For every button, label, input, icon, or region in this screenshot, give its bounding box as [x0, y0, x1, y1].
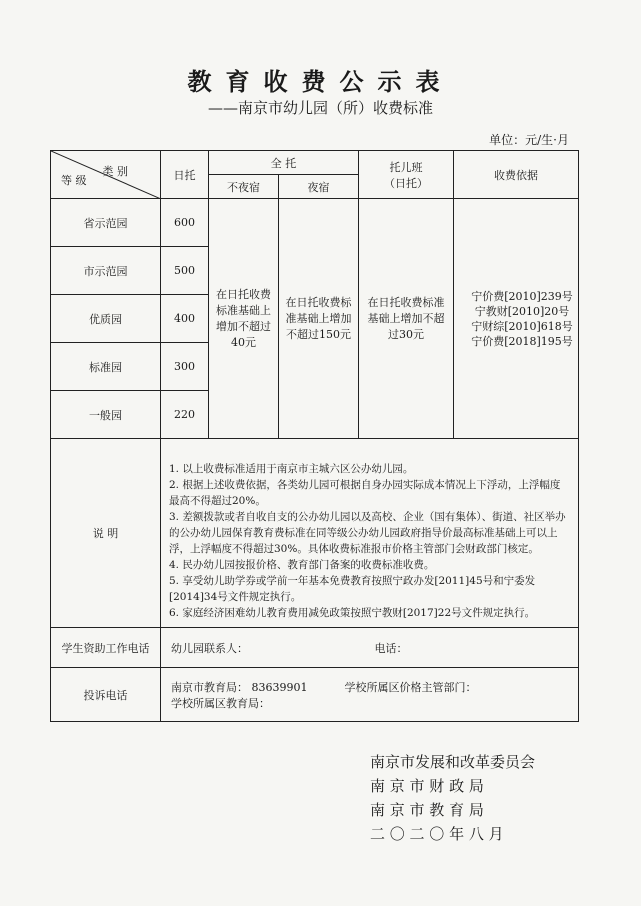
- grade-cell: 市示范园: [51, 247, 161, 295]
- aid-phone: 电话：: [374, 641, 408, 655]
- fulltime-no-boarding-fee: 在日托收费标准基础上增加不超过40元: [209, 199, 279, 439]
- nursery-fee: 在日托收费标准基础上增加不超过30元: [359, 199, 454, 439]
- org-line: 南京市发展和改革委员会: [370, 753, 536, 771]
- unit-label: 单位：元/生·月: [489, 133, 569, 147]
- org-line: 南 京 市 财 政 局: [370, 777, 484, 795]
- complaint-bureau: 南京市教育局： 83639901: [171, 680, 308, 694]
- grade-cell: 标准园: [51, 343, 161, 391]
- header-basis: 收费依据: [454, 151, 579, 199]
- notes-label: 说 明: [51, 439, 161, 628]
- fee-cell: 500: [161, 247, 209, 295]
- basis-line: 宁财综[2010]618号: [471, 319, 573, 333]
- note-item: 3. 差额拨款或者自收自支的公办幼儿园以及高校、企业（国有集体）、街道、社区举办的公办幼儿园保育教育费标准在同等级公办幼儿园政府指导价最高标准基础上可以上浮，上浮幅度不得超过30%。具体收费标准报市价格主管部门会财政部门核定。: [169, 511, 566, 555]
- basis-line: 宁价费[2010]239号: [471, 289, 573, 303]
- fee-cell: 400: [161, 295, 209, 343]
- note-item: 1. 以上收费标准适用于南京市主城六区公办幼儿园。: [169, 463, 414, 475]
- header-daycare: 日托: [161, 151, 209, 199]
- fulltime-overnight-fee: 在日托收费标准基础上增加不超过150元: [279, 199, 359, 439]
- date-line: 二 〇 二 〇 年 八 月: [370, 825, 504, 843]
- note-item: 6. 家庭经济困难幼儿教育费用减免政策按照宁教财[2017]22号文件规定执行。: [169, 607, 536, 619]
- grade-cell: 省示范园: [51, 199, 161, 247]
- complaint-label: 投诉电话: [51, 668, 161, 722]
- table-row: [51, 199, 579, 247]
- aid-contact: 幼儿园联系人：: [171, 641, 248, 655]
- header-grade: 等 级: [61, 174, 87, 187]
- header-category: 类 别: [102, 165, 128, 178]
- fee-table: [50, 150, 579, 722]
- note-item: 4. 民办幼儿园按报价格、教育部门备案的收费标准收费。: [169, 559, 435, 571]
- grade-cell: 一般园: [51, 391, 161, 439]
- issuing-organizations: [370, 750, 535, 846]
- complaint-contact-row: [161, 668, 579, 722]
- note-item: 5. 享受幼儿助学券或学前一年基本免费教育按照宁政办发[2011]45号和宁委发[2014]34号文件规定执行。: [169, 575, 536, 603]
- document-title: 教育收费公示表: [187, 67, 454, 96]
- complaint-district-edu: 学校所属区教育局：: [171, 696, 270, 710]
- document-subtitle: ——南京市幼儿园（所）收费标准: [207, 99, 433, 117]
- basis-line: 宁教财[2010]20号: [474, 304, 570, 318]
- notes-cell: [161, 439, 579, 628]
- aid-contact-row: [161, 628, 579, 668]
- grade-cell: 优质园: [51, 295, 161, 343]
- fee-cell: 300: [161, 343, 209, 391]
- header-nursery-label: 托儿班: [389, 160, 423, 174]
- header-nursery-sub: （日托）: [384, 176, 428, 190]
- note-item: 2. 根据上述收费依据，各类幼儿园可根据自身办园实际成本情况上下浮动，上浮幅度最高不得超过20%。: [169, 479, 561, 507]
- header-no-boarding: 不夜宿: [209, 175, 279, 199]
- header-fulltime: 全 托: [209, 151, 359, 175]
- aid-label: 学生资助工作电话: [51, 628, 161, 668]
- org-line: 南 京 市 教 育 局: [370, 801, 484, 819]
- header-category-grade: [51, 151, 161, 199]
- fee-cell: 600: [161, 199, 209, 247]
- header-overnight: 夜宿: [279, 175, 359, 199]
- basis-line: 宁价费[2018]195号: [471, 334, 573, 348]
- basis-cell: [454, 199, 579, 439]
- header-nursery: [359, 151, 454, 199]
- complaint-price-dept: 学校所属区价格主管部门：: [344, 680, 477, 694]
- fee-cell: 220: [161, 391, 209, 439]
